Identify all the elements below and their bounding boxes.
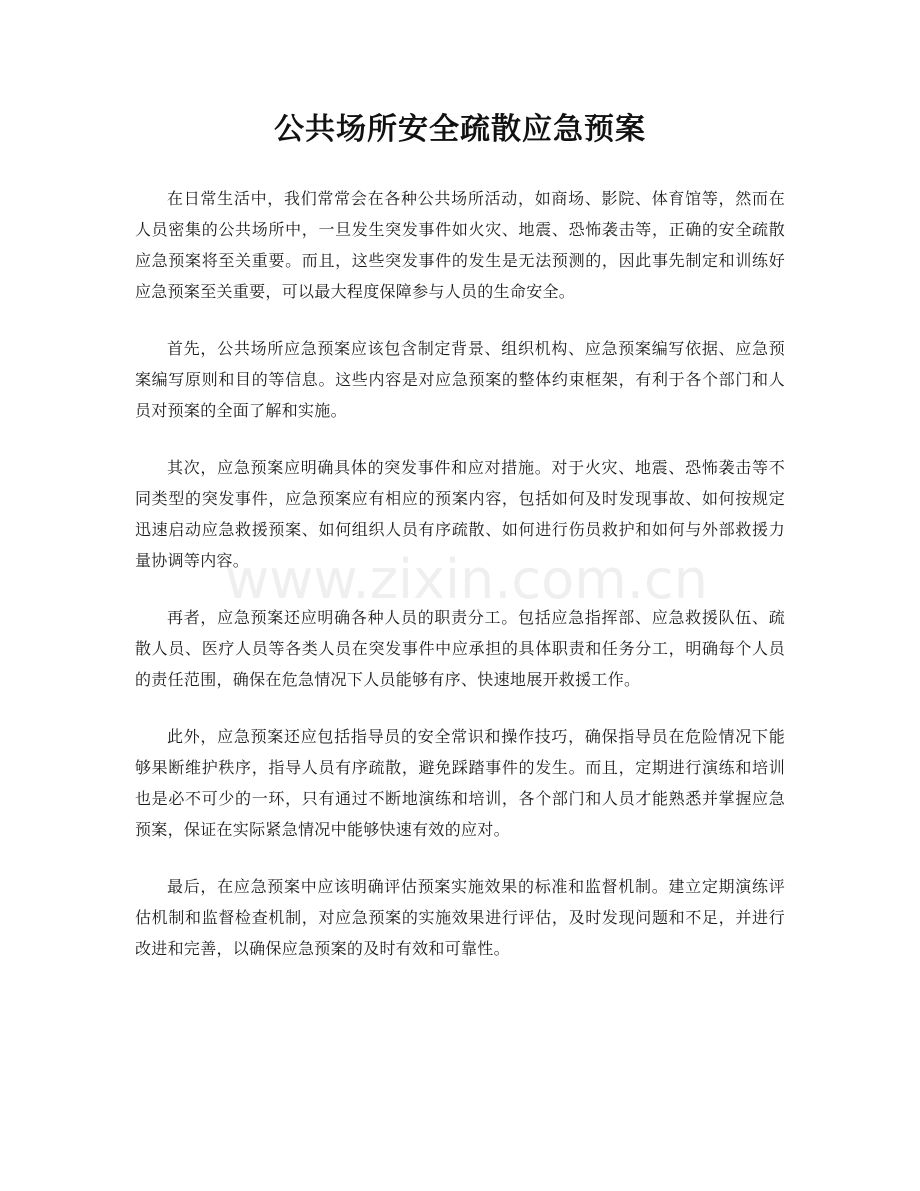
paragraph-3: 其次，应急预案应明确具体的突发事件和应对措施。对于火灾、地震、恐怖袭击等不同类型的突发事件，应急预案应有相应的预案内容，包括如何及时发现事故、如何按规定迅速启动应急救援预案、如何组织人员有序疏散、如何进行伤员救护和如何与外部救援力量协调等内容。 [135, 458, 785, 570]
watermark: www.zixin.com.cn [225, 548, 708, 611]
paragraph-4: 再者，应急预案还应明确各种人员的职责分工。包括应急指挥部、应急救援队伍、疏散人员、医疗人员等各类人员在突发事件中应承担的具体职责和任务分工，明确每个人员的责任范围，确保在危急情况下人员能够有序、快速地展开救援工作。 [135, 608, 785, 689]
document-title: 公共场所安全疏散应急预案 [274, 112, 646, 147]
document-body [135, 183, 785, 990]
paragraph-2: 首先，公共场所应急预案应该包含制定背景、组织机构、应急预案编写依据、应急预案编写原则和目的等信息。这些内容是对应急预案的整体约束框架，有利于各个部门和人员对预案的全面了解和实施。 [135, 339, 785, 420]
paragraph-6: 最后，在应急预案中应该明确评估预案实施效果的标准和监督机制。建立定期演练评估机制和监督检查机制，对应急预案的实施效果进行评估，及时发现问题和不足，并进行改进和完善，以确保应急预案的及时有效和可靠性。 [135, 877, 785, 958]
paragraph-1: 在日常生活中，我们常常会在各种公共场所活动，如商场、影院、体育馆等，然而在人员密集的公共场所中，一旦发生突发事件如火灾、地震、恐怖袭击等，正确的安全疏散应急预案将至关重要。而且，这些突发事件的发生是无法预测的，因此事先制定和训练好应急预案至关重要，可以最大程度保障参与人员的生命安全。 [135, 189, 785, 301]
paragraph-5: 此外，应急预案还应包括指导员的安全常识和操作技巧，确保指导员在危险情况下能够果断维护秩序，指导人员有序疏散，避免踩踏事件的发生。而且，定期进行演练和培训也是必不可少的一环，只有通过不断地演练和培训，各个部门和人员才能熟悉并掌握应急预案，保证在实际紧急情况中能够快速有效的应对。 [135, 727, 785, 839]
